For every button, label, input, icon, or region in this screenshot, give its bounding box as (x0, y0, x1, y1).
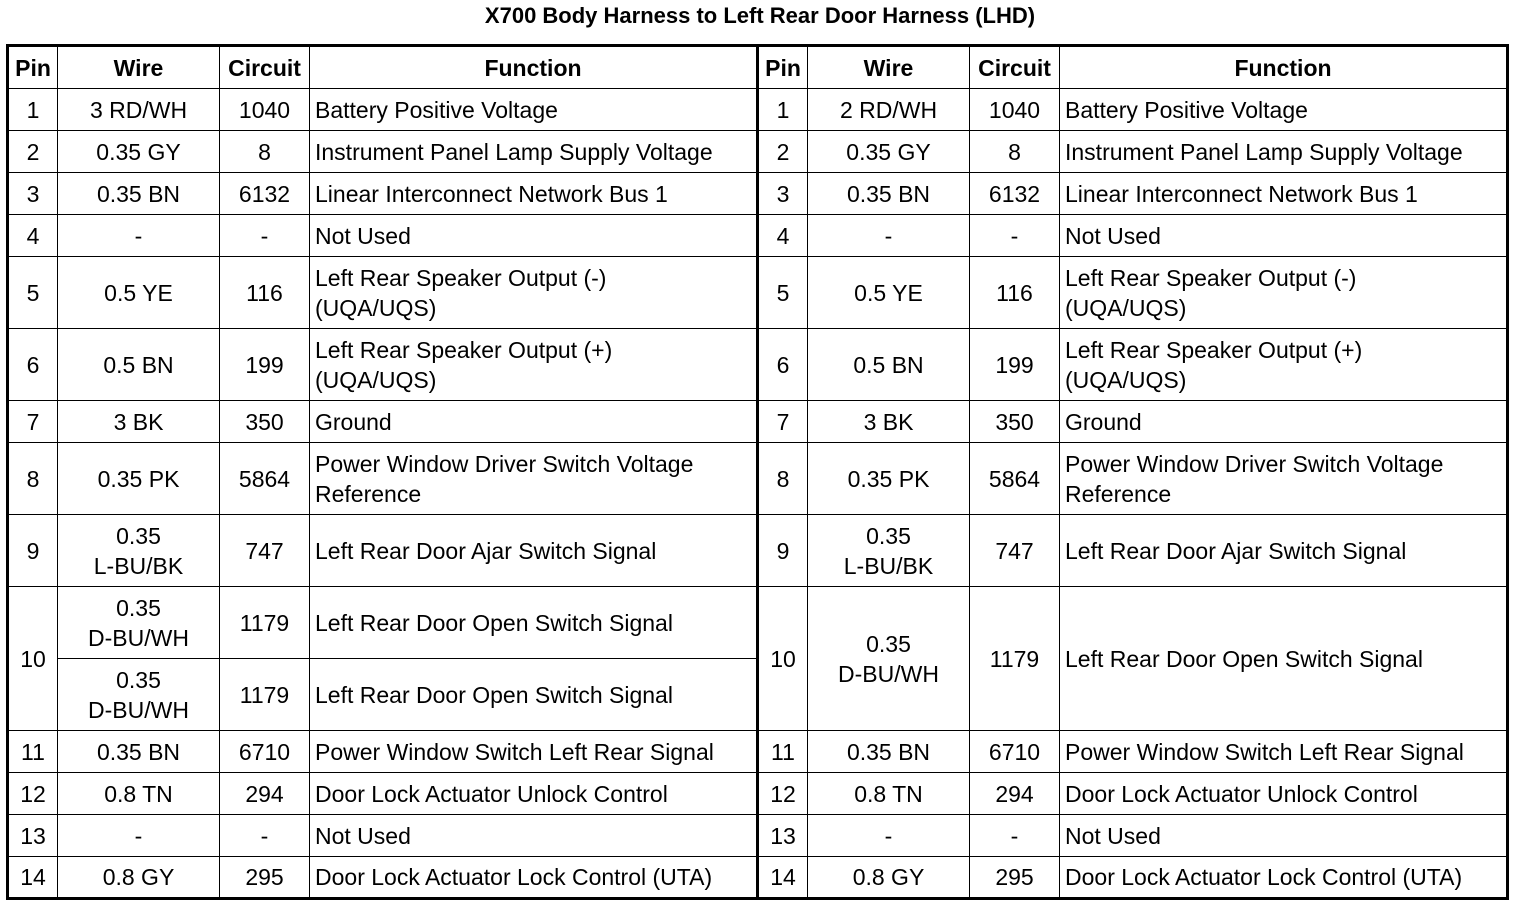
pin-cell: 7 (8, 401, 58, 443)
circuit-cell: - (220, 815, 310, 857)
wire-cell: 0.8 GY (58, 857, 220, 899)
circuit-cell: 8 (220, 131, 310, 173)
table-row (8, 131, 1508, 173)
wire-cell: - (808, 815, 970, 857)
header-wire: Wire (808, 46, 970, 89)
table-row (8, 215, 1508, 257)
function-line: Left Rear Speaker Output (+) (315, 336, 613, 363)
pin-cell: 10 (758, 587, 808, 731)
function-cell: Not Used (310, 815, 758, 857)
wire-cell: - (58, 815, 220, 857)
pin-cell: 7 (758, 401, 808, 443)
pin-cell: 1 (8, 89, 58, 131)
function-cell: Ground (310, 401, 758, 443)
circuit-cell: 295 (220, 857, 310, 899)
function-line: Reference (315, 480, 422, 507)
circuit-cell: 1179 (970, 587, 1060, 731)
table-row (8, 515, 1508, 587)
wire-cell: 0.5 BN (808, 329, 970, 401)
wire-line: L-BU/BK (843, 552, 934, 579)
function-cell (310, 443, 758, 515)
circuit-cell: 8 (970, 131, 1060, 173)
pin-cell: 10 (8, 587, 58, 731)
circuit-cell: 116 (970, 257, 1060, 329)
function-cell: Ground (1060, 401, 1508, 443)
function-cell: Power Window Switch Left Rear Signal (1060, 731, 1508, 773)
wire-cell: 0.35 PK (58, 443, 220, 515)
function-cell (310, 257, 758, 329)
pin-cell: 14 (8, 857, 58, 899)
pin-cell: 14 (758, 857, 808, 899)
function-cell (1060, 443, 1508, 515)
wire-cell: 0.8 GY (808, 857, 970, 899)
table-row (8, 773, 1508, 815)
circuit-cell: 6710 (220, 731, 310, 773)
function-cell: Not Used (310, 215, 758, 257)
circuit-cell: 199 (970, 329, 1060, 401)
circuit-cell: 199 (220, 329, 310, 401)
wire-line: 0.35 (116, 666, 161, 693)
function-line: (UQA/UQS) (315, 294, 437, 321)
circuit-cell: 747 (970, 515, 1060, 587)
function-cell: Instrument Panel Lamp Supply Voltage (1060, 131, 1508, 173)
function-line: Left Rear Speaker Output (-) (315, 264, 607, 291)
function-cell: Battery Positive Voltage (310, 89, 758, 131)
table-row (8, 257, 1508, 329)
pinout-table (6, 44, 1509, 900)
function-cell: Power Window Switch Left Rear Signal (310, 731, 758, 773)
pin-cell: 3 (758, 173, 808, 215)
circuit-cell: - (220, 215, 310, 257)
pin-cell: 2 (8, 131, 58, 173)
wire-cell: 3 RD/WH (58, 89, 220, 131)
pin-cell: 1 (758, 89, 808, 131)
wire-cell: 0.8 TN (808, 773, 970, 815)
pin-cell: 11 (8, 731, 58, 773)
pin-cell: 5 (758, 257, 808, 329)
function-cell: Not Used (1060, 815, 1508, 857)
pin-cell: 13 (758, 815, 808, 857)
wire-cell: 3 BK (808, 401, 970, 443)
wire-cell: 0.35 GY (808, 131, 970, 173)
circuit-cell: 6132 (970, 173, 1060, 215)
pin-cell: 5 (8, 257, 58, 329)
pin-cell: 4 (758, 215, 808, 257)
wire-cell (808, 587, 970, 731)
table-row (8, 815, 1508, 857)
circuit-cell: 350 (220, 401, 310, 443)
function-cell: Door Lock Actuator Lock Control (UTA) (310, 857, 758, 899)
header-function: Function (1060, 46, 1508, 89)
function-cell (1060, 329, 1508, 401)
wire-cell: 0.5 YE (58, 257, 220, 329)
header-pin: Pin (8, 46, 58, 89)
function-line: Power Window Driver Switch Voltage (315, 450, 694, 477)
header-function: Function (310, 46, 758, 89)
function-cell: Door Lock Actuator Unlock Control (310, 773, 758, 815)
table-row (8, 443, 1508, 515)
function-line: (UQA/UQS) (1065, 366, 1187, 393)
function-cell: Left Rear Door Ajar Switch Signal (310, 515, 758, 587)
table-row (8, 401, 1508, 443)
wire-cell: 0.35 BN (58, 173, 220, 215)
table-row (8, 857, 1508, 899)
function-cell: Door Lock Actuator Unlock Control (1060, 773, 1508, 815)
circuit-cell: 116 (220, 257, 310, 329)
wire-line: 0.35 (866, 630, 911, 657)
wire-cell: - (808, 215, 970, 257)
header-circuit: Circuit (970, 46, 1060, 89)
pin-cell: 12 (8, 773, 58, 815)
pin-cell: 8 (758, 443, 808, 515)
pin-cell: 9 (8, 515, 58, 587)
wire-line: L-BU/BK (93, 552, 184, 579)
document-title: X700 Body Harness to Left Rear Door Harness (LHD) (484, 3, 1036, 28)
header-wire: Wire (58, 46, 220, 89)
header-pin: Pin (758, 46, 808, 89)
table-row (8, 329, 1508, 401)
pin-cell: 3 (8, 173, 58, 215)
function-cell: Battery Positive Voltage (1060, 89, 1508, 131)
wire-cell: 0.35 GY (58, 131, 220, 173)
wire-cell: 0.35 PK (808, 443, 970, 515)
table-row (8, 731, 1508, 773)
pin-cell: 2 (758, 131, 808, 173)
function-line: (UQA/UQS) (1065, 294, 1187, 321)
wire-cell (58, 659, 220, 731)
wire-line: D-BU/WH (88, 624, 189, 651)
circuit-cell: 5864 (220, 443, 310, 515)
pin-cell: 6 (8, 329, 58, 401)
function-cell: Not Used (1060, 215, 1508, 257)
function-line: Left Rear Speaker Output (+) (1065, 336, 1363, 363)
wire-line: 0.35 (116, 594, 161, 621)
function-cell: Left Rear Door Ajar Switch Signal (1060, 515, 1508, 587)
wire-cell: 0.35 BN (808, 173, 970, 215)
circuit-cell: 295 (970, 857, 1060, 899)
circuit-cell: 294 (970, 773, 1060, 815)
circuit-cell: 1179 (220, 587, 310, 659)
table-row (8, 89, 1508, 131)
circuit-cell: - (970, 815, 1060, 857)
circuit-cell: 1179 (220, 659, 310, 731)
header-circuit: Circuit (220, 46, 310, 89)
wire-cell (58, 587, 220, 659)
circuit-cell: 1040 (970, 89, 1060, 131)
wire-line: 0.35 (116, 522, 161, 549)
wire-cell (58, 515, 220, 587)
wire-line: 0.35 (866, 522, 911, 549)
circuit-cell: 350 (970, 401, 1060, 443)
function-cell: Left Rear Door Open Switch Signal (1060, 587, 1508, 731)
wire-line: D-BU/WH (88, 696, 189, 723)
circuit-cell: 294 (220, 773, 310, 815)
pin-cell: 4 (8, 215, 58, 257)
function-cell: Left Rear Door Open Switch Signal (310, 587, 758, 659)
function-cell (1060, 257, 1508, 329)
wire-cell: 0.5 BN (58, 329, 220, 401)
pin-cell: 6 (758, 329, 808, 401)
wire-cell: 0.8 TN (58, 773, 220, 815)
circuit-cell: - (970, 215, 1060, 257)
table-row (8, 173, 1508, 215)
circuit-cell: 5864 (970, 443, 1060, 515)
wire-cell: 0.35 BN (58, 731, 220, 773)
wire-cell: 2 RD/WH (808, 89, 970, 131)
circuit-cell: 747 (220, 515, 310, 587)
function-cell: Instrument Panel Lamp Supply Voltage (310, 131, 758, 173)
function-cell: Linear Interconnect Network Bus 1 (310, 173, 758, 215)
circuit-cell: 6710 (970, 731, 1060, 773)
pin-cell: 9 (758, 515, 808, 587)
function-cell: Door Lock Actuator Lock Control (UTA) (1060, 857, 1508, 899)
circuit-cell: 6132 (220, 173, 310, 215)
function-cell (310, 329, 758, 401)
wire-cell: 0.35 BN (808, 731, 970, 773)
function-line: (UQA/UQS) (315, 366, 437, 393)
pin-cell: 13 (8, 815, 58, 857)
wire-cell: 3 BK (58, 401, 220, 443)
pin-cell: 12 (758, 773, 808, 815)
pin-cell: 11 (758, 731, 808, 773)
wire-cell: 0.5 YE (808, 257, 970, 329)
function-line: Reference (1065, 480, 1172, 507)
pin-cell: 8 (8, 443, 58, 515)
function-cell: Left Rear Door Open Switch Signal (310, 659, 758, 731)
function-line: Left Rear Speaker Output (-) (1065, 264, 1357, 291)
wire-cell (808, 515, 970, 587)
function-line: Power Window Driver Switch Voltage (1065, 450, 1444, 477)
wire-line: D-BU/WH (838, 660, 939, 687)
wire-cell: - (58, 215, 220, 257)
function-cell: Linear Interconnect Network Bus 1 (1060, 173, 1508, 215)
table-row (8, 587, 1508, 659)
circuit-cell: 1040 (220, 89, 310, 131)
header-row (8, 46, 1508, 89)
